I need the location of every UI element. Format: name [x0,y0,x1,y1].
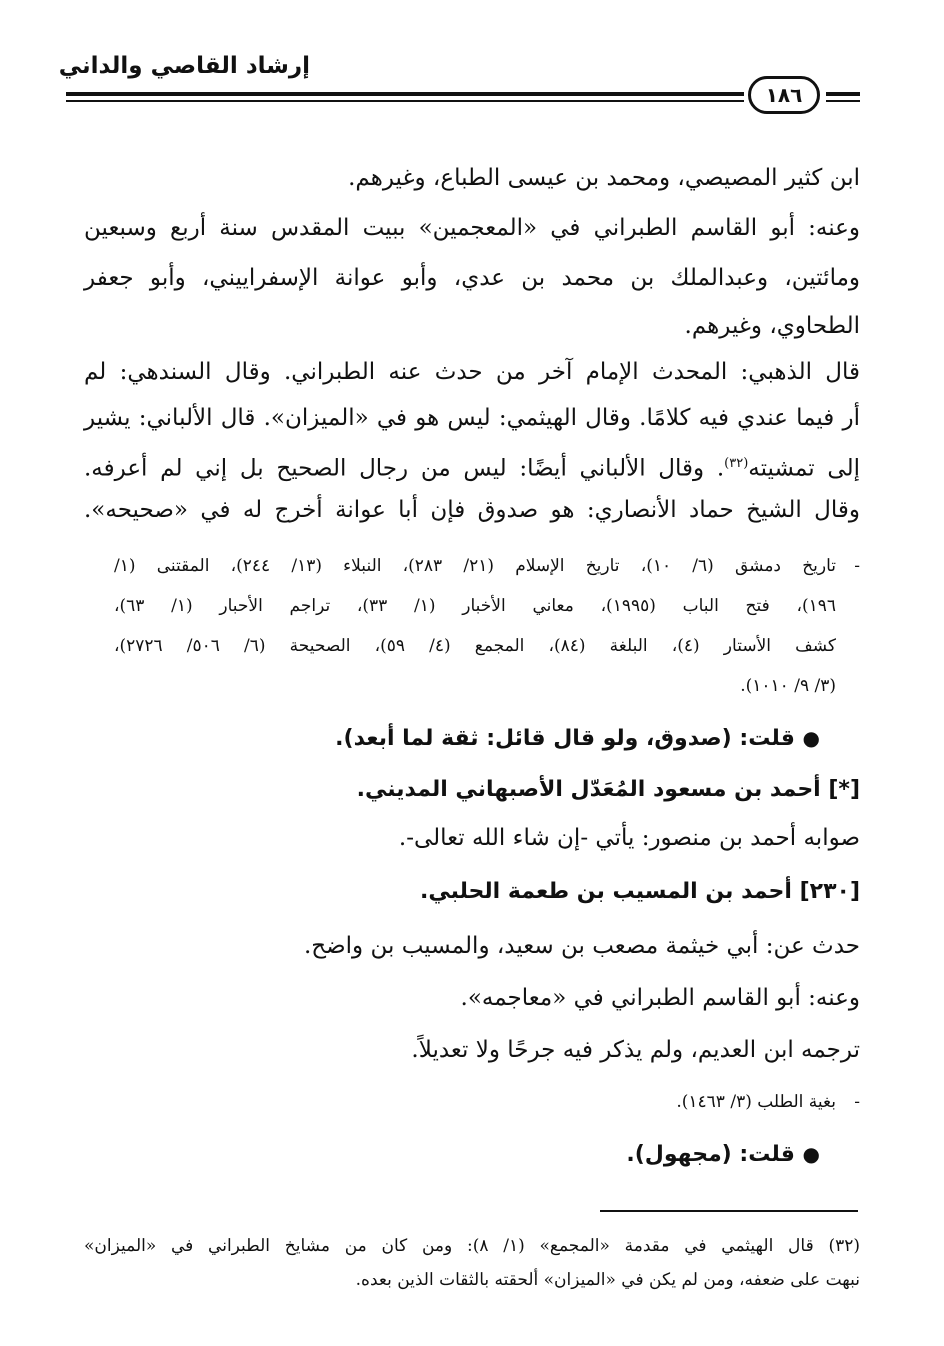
entry-heading: [٢٣٠] أحمد بن المسيب بن طعمة الحلبي. [419,879,860,904]
bullet-icon: ● [802,726,820,750]
text-fragment: إلى تمشيته [748,455,860,482]
footnote-reference: (٣٢) [724,456,749,471]
sources-line: بغية الطلب (٣/ ١٤٦٣). [676,1092,836,1112]
sources-line: ١٩٦)، فتح الباب (١٩٩٥)، معاني الأخبار (١/ ٣٣)، تراجم الأحبار (١/ ٦٣)، [114,596,837,616]
page-number: ١٨٦ [748,76,820,114]
footnote-line: نبهت على ضعفه، ومن لم يكن في «الميزان» ألحقته بالثقات الذين بعده. [355,1270,860,1290]
verdict-text: قلت: (صدوق، ولو قال قائل: ثقة لما أبعد). [335,726,795,751]
text-line: أر فيما عندي فيه كلامًا. وقال الهيثمي: ليس هو في «الميزان». قال الألباني: يشير [84,405,860,431]
text-line: وعنه: أبو القاسم الطبراني في «معاجمه». [460,985,860,1011]
verdict-line [626,1134,820,1174]
running-header-title: إرشاد القاصي والداني [58,53,310,79]
source-dash: - [854,1092,860,1112]
bullet-icon: ● [802,1142,820,1166]
text-line-with-footnote-ref [84,444,860,484]
sources-line: تاريخ دمشق (٦/ ١٠)، تاريخ الإسلام (٢١/ ٢٨٣)، النبلاء (١٣/ ٢٤٤)، المقتنى (١/ [114,556,837,576]
text-line: الطحاوي، وغيرهم. [684,313,860,339]
text-line: وقال الشيخ حماد الأنصاري: هو صدوق فإن أبا عوانة أخرج له في «صحيحه». [84,497,860,523]
text-line: ابن كثير المصيصي، ومحمد بن عيسى الطباع، وغيرهم. [348,165,860,191]
footnote-line: (٣٢) قال الهيثمي في مقدمة «المجمع» (١/ ٨): ومن كان من مشايخ الطبراني في «الميزان» [84,1236,860,1256]
text-fragment: . وقال الألباني أيضًا: ليس من رجال الصحيح بل إني لم أعرفه. [84,455,725,482]
text-line: حدث عن: أبي خيثمة مصعب بن سعيد، والمسيب بن واضح. [303,933,860,959]
text-line: صوابه أحمد بن منصور: يأتي -إن شاء الله تعالى-. [398,825,860,851]
header-dash [826,92,860,96]
text-line: ترجمه ابن العديم، ولم يذكر فيه جرحًا ولا تعديلاً. [411,1037,860,1063]
verdict-text: قلت: (مجهول). [626,1142,795,1167]
header-rule [66,92,744,96]
text-line: وعنه: أبو القاسم الطبراني في «المعجمين» ببيت المقدس سنة أربع وسبعين [84,215,860,241]
source-dash: - [854,556,860,576]
sources-line: كشف الأستار (٤)، البلغة (٨٤)، المجمع (٤/ ٥٩)، الصحيحة (٦/ ٥٠٦/ ٢٧٢٦)، [114,636,836,656]
entry-heading: [*] أحمد بن مسعود المُعَدّل الأصبهاني المديني. [356,777,860,802]
text-line: قال الذهبي: المحدث الإمام آخر من حدث عنه الطبراني. وقال السندهي: لم [84,359,860,385]
header-rule-thin [66,100,744,102]
footnote-separator [600,1210,858,1212]
sources-line: (٣/ ٩/ ١٠١٠). [740,676,836,696]
verdict-line [335,718,820,758]
text-line: ومائتين، وعبدالملك بن محمد بن عدي، وأبو عوانة الإسفراييني، وأبو جعفر [84,265,860,291]
header-dash-thin [826,100,860,102]
